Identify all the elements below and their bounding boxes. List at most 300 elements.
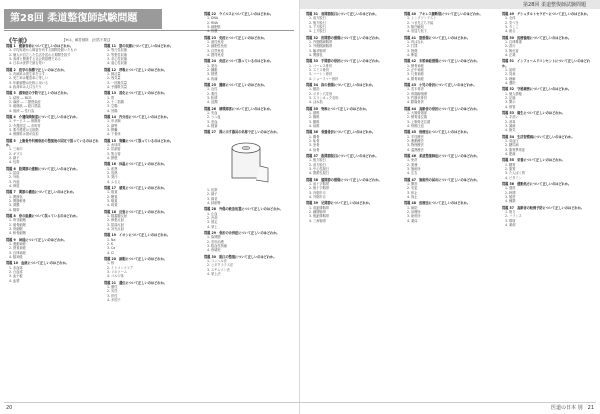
answer-option: 2. バランス [505, 214, 522, 219]
question-text: 問題 47 施術所の届出について正しいのはどれか。 [404, 177, 480, 182]
answer-option: 2. ギプス [9, 151, 23, 156]
answer-option: 3. 滑膜 [9, 203, 20, 208]
answer-option: 4. ふるえ [107, 179, 121, 184]
question-item [204, 59, 296, 80]
answer-option: 1. 後方脱臼 [309, 158, 326, 163]
answer-option: 2. 副腎 [107, 123, 118, 128]
answer-option: 4. 換気 [505, 128, 516, 133]
answer-option: 4. 広告 [407, 171, 418, 176]
answer-option: 3. 竹節状骨折 [407, 95, 427, 100]
answer-option: 4. 廃止 [407, 194, 418, 199]
question-text: 問題 16 体温について正しいのはどれか。 [104, 162, 167, 167]
answer-option: 2. ボタン穴変形 [309, 91, 333, 96]
question-item [404, 12, 496, 33]
answer-option: 3. スワンネック変形 [309, 95, 339, 100]
answer-option: 1. 手洗い [505, 115, 519, 120]
answer-option: 3. 年齢調整は比較に用いる [9, 80, 49, 85]
answer-option: 1. 高血圧 [505, 138, 519, 143]
question-item [306, 130, 398, 151]
question-text: 問題 39 足関節について正しいのはどれか。 [306, 201, 373, 206]
answer-option: 2. 残気量 [107, 76, 121, 81]
question-text: 問題 2 疫学の指標で正しいのはどれか。 [6, 67, 67, 72]
answer-option: 3. 助産所 [407, 214, 421, 219]
answer-option: 3. 破傷風 ― 経口感染 [9, 104, 41, 109]
answer-option: 1. 有病率は発生率を示す [9, 71, 45, 76]
question-item [104, 115, 197, 136]
question-item [502, 87, 594, 108]
answer-option: 4. 骨壊死 [207, 248, 221, 253]
answer-option: 2. 前方脱臼 [309, 162, 326, 167]
question-item [404, 201, 496, 222]
answer-option: 3. 一回換気量 [107, 80, 127, 85]
answer-option: 1. 内側側副靱帯 [309, 39, 333, 44]
answer-option: 2. 等張性収縮 [107, 52, 127, 57]
question-text: 問題 50 医療倫理について正しいのはどれか。 [502, 35, 572, 40]
answer-option: 2. 死亡率は罹患率に等しい [9, 76, 49, 81]
question-item [104, 68, 197, 89]
answer-option: 4. 上方脱臼 [309, 29, 326, 34]
answer-option: 2. 外転 [9, 175, 20, 180]
question-item [104, 44, 197, 65]
question-text: 問題 49 ゲシュタルトセラピーについて正しいのはどれか。 [502, 12, 591, 16]
question-item [502, 182, 594, 203]
answer-option: 1. 等尺性収縮 [107, 48, 127, 53]
answer-option: 1. DNA [207, 16, 219, 21]
question-text: 問題 13 消化について正しいのはどれか。 [104, 91, 167, 96]
question-item [104, 186, 197, 207]
bandage-roll-figure [226, 138, 270, 184]
question-text: 問題 56 運動処方について正しいのはどれか。 [502, 182, 572, 186]
question-text: 問題 8 骨の組織について誤っているのはどれか。 [6, 214, 80, 218]
answer-option: 2. 放熱 [107, 170, 118, 175]
answer-option: 2. 善行 [505, 44, 516, 49]
answer-option: 1. 屈曲 [9, 170, 20, 175]
question-item [6, 91, 99, 112]
answer-option: 2. 脂質 [505, 166, 516, 171]
question-item [204, 12, 296, 33]
answer-option: 4. 血漿 [9, 278, 20, 283]
answer-option: 2. 診療所 [407, 209, 421, 214]
answer-option: 1. コーレス骨折 [309, 63, 333, 68]
answer-option: 3. 阻血性拘縮 [207, 243, 227, 248]
answer-option: 4. 回腸 [107, 108, 118, 113]
answer-option: 1. 核 [107, 261, 115, 266]
page-spine [299, 0, 300, 414]
question-text: 問題 14 内分泌について正しいのはどれか。 [104, 115, 171, 120]
answer-option: 4. 靱帯 [9, 207, 20, 212]
answer-option: 4. 予備吸気量 [107, 84, 127, 89]
answer-option: 3. 自律神経 [9, 250, 26, 255]
answer-option: 2. 胸椎 [309, 115, 320, 120]
question-item [404, 178, 496, 199]
answer-option: 4. 閉鎖孔脱臼 [309, 171, 329, 176]
question-text: 問題 44 高齢者の骨折について正しいのはどれか。 [404, 106, 480, 111]
question-text: 問題 10 血液について正しいのはどれか。 [6, 261, 69, 266]
answer-option: 1. 頸椎 [309, 110, 320, 115]
question-text: 問題 6 股関節の運動について正しいのはどれか。 [6, 166, 80, 171]
answer-option: 1. 胃 [107, 95, 115, 100]
answer-option: 3. 理解 [505, 76, 516, 81]
question-text: 問題 1 健康寿命について正しいのはどれか。 [6, 44, 74, 48]
answer-option: 4. ばね指 [309, 100, 323, 105]
answer-option: 3. 施術所 [407, 166, 421, 171]
answer-option: 1. 病院 [407, 205, 418, 210]
answer-option: 2. 劣性 [107, 289, 118, 294]
question-item [204, 83, 296, 104]
question-text: 問題 43 小児の骨折について正しいのはどれか。 [404, 83, 477, 88]
footer-rule [4, 402, 596, 403]
question-text: 問題 23 免疫について正しいのはどれか。 [204, 35, 267, 40]
answer-option: 3. 坐骨 [309, 143, 320, 148]
question-item [502, 59, 594, 85]
answer-option: 3. 転移 [207, 95, 218, 100]
answer-option: 1. トンプソンテスト [407, 16, 437, 21]
answer-option: 4. 核膜 [207, 29, 218, 34]
answer-option: 4. 浸潤 [207, 100, 218, 105]
question-item [104, 281, 197, 302]
answer-option: 2. 記録 [505, 95, 516, 100]
answer-option: 3. 膵臓 [107, 127, 118, 132]
question-text: 問題 45 後療法について正しいのはどれか。 [404, 130, 471, 135]
answer-option: 4. 遠心性収縮 [107, 61, 127, 66]
answer-option: 2. 尿細管 [107, 147, 121, 152]
answer-option: 2. 変更 [407, 186, 418, 191]
question-text: 問題 17 感覚について正しいのはどれか。 [104, 186, 167, 191]
question-column-5 [404, 12, 496, 225]
answer-option: 3. 集合管 [107, 151, 121, 156]
answer-option: 3. 挫傷 [407, 48, 418, 53]
answer-option: 2. 介護認定 ― 市町村 [9, 123, 41, 128]
answer-option: 1. 大腿骨頸部 [407, 110, 427, 115]
answer-option: 4. 致命率は人口当たり [9, 84, 42, 89]
answer-option: 3. 血小板 [9, 274, 23, 279]
question-text: 問題 41 筋損傷について正しいのはどれか。 [404, 35, 471, 40]
question-item [6, 139, 99, 165]
answer-option: 2. 気づき [505, 20, 519, 25]
answer-option: 4. 断裂 [407, 52, 418, 57]
answer-option: 1. 骨芽細胞 [9, 218, 26, 223]
question-text: 問題 20 細胞について正しいのはどれか。 [104, 257, 167, 262]
question-text: 問題 3 感染症の予防で正しいのはどれか。 [6, 91, 70, 96]
answer-option: 2. 副子 [207, 192, 218, 197]
answer-option: 3. 腰椎 [309, 119, 320, 124]
answer-option: 1. 産熱 [107, 166, 118, 171]
answer-option: 4. 膀胱 [107, 155, 118, 160]
answer-option: 4. 温熱療法 [407, 147, 424, 152]
question-text: 問題 38 膝関節の損傷について正しいのはどれか。 [306, 177, 382, 182]
answer-option: 3. 開示 [505, 100, 516, 105]
answer-option: 4. 関節包 [309, 52, 323, 57]
answer-option: 1. 肺活量 [107, 71, 121, 76]
answer-option: 4. 多因子 [107, 297, 121, 302]
answer-option: 3. 副子 [9, 155, 20, 160]
answer-option: 2. 業務 [407, 162, 418, 167]
answer-option: 4. 獲得免疫 [207, 52, 224, 57]
answer-option: 3. 細胞壁 [207, 24, 221, 29]
answer-option: 4. 薬局 [407, 218, 418, 223]
section-note: 【※は、解答削除 (回答不要)】 [62, 38, 112, 42]
answer-option: 1. 運動神経 [9, 241, 26, 246]
answer-option: 2. 後十字靱帯 [309, 186, 329, 191]
answer-option: 3. 虚血 [207, 119, 218, 124]
answer-option: 2. RNA [207, 20, 218, 25]
answer-option: 2. 白血球 [9, 269, 23, 274]
answer-option: 1. 液性免疫 [207, 39, 224, 44]
answer-option: 1. 前十字靱帯 [309, 182, 329, 186]
question-column-2 [104, 44, 197, 304]
answer-option: 1. 全体 [505, 16, 516, 21]
question-text: 問題 37 股関節脱臼について正しいのはどれか。 [306, 154, 379, 159]
answer-option: 1. 免許 [407, 158, 418, 163]
answer-option: 2. 後方脱臼 [309, 20, 326, 25]
answer-option: 2. 個人が自立した生活を送れる期間を指す [9, 52, 71, 57]
question-item [104, 91, 197, 112]
answer-option: 4. 対光反射 [107, 226, 124, 231]
answer-option: 2. 破骨細胞 [9, 222, 26, 227]
answer-option: 1. 視覚 [107, 190, 118, 195]
answer-option: 4. 保険料は国が負担 [9, 132, 39, 137]
answer-option: 3. 寿命と関連する社会的指標である [9, 56, 61, 61]
answer-option: 3. 発汗 [107, 175, 118, 180]
answer-option: 1. 手技療法 [407, 134, 424, 139]
answer-option: 3. 求心性収縮 [107, 56, 127, 61]
question-text: 問題 21 遺伝について正しいのはどれか。 [104, 280, 167, 285]
question-item [6, 44, 99, 65]
answer-option: 1. 三角巾 [9, 147, 23, 152]
question-item [204, 231, 296, 252]
answer-option: 2. 麻疹 ― 二類感染症 [9, 99, 41, 104]
question-item [404, 154, 496, 175]
question-item [404, 59, 496, 80]
question-item [6, 238, 99, 259]
answer-option: 2. ミトコンドリア [107, 265, 134, 270]
answer-option: 4. ゴルジ体 [107, 274, 124, 279]
answer-option: 1. 平均寿命から障害を有する期間を除いたもの [9, 48, 77, 53]
answer-option: 4. 肥満 [505, 151, 516, 156]
answer-option: 2. 腫脹 [207, 67, 218, 72]
question-text: 問題 30 脱臼の整復について正しいのはどれか。 [204, 254, 277, 259]
answer-option: 2. スミス骨折 [309, 67, 329, 72]
answer-option: 1. サービス ― 保険者 [9, 119, 41, 124]
answer-option: 4. 三角靱帯 [309, 218, 326, 223]
answer-option: 1. 関節包 [9, 194, 23, 199]
answer-option: 3. たんぱく質 [505, 171, 525, 176]
answer-option: 4. 味覚 [107, 203, 118, 208]
question-text: 問題 7 関節の構造について正しいのはどれか。 [6, 190, 77, 195]
answer-option: 1. 橈骨神経 [407, 63, 424, 68]
question-item [306, 201, 398, 222]
running-header-band [300, 0, 600, 9]
answer-option: 1. 開設 [407, 182, 418, 186]
question-item [204, 36, 296, 57]
question-text: 問題 19 イオンについて正しいのはどれか。 [104, 233, 170, 238]
answer-option: 1. 個人情報 [505, 91, 522, 96]
answer-option: 2. 消毒 [505, 119, 516, 124]
answer-option: 3. 嗅覚 [107, 198, 118, 203]
answer-option: 1. コッヘル法 [207, 258, 227, 263]
question-item [306, 36, 398, 57]
page-title: 第28回 柔道整復師試験問題 [4, 9, 162, 29]
question-text: 問題 40 アキレス腱断裂について正しいのはどれか。 [404, 12, 483, 16]
answer-option: 3. 上腕骨近位端 [407, 119, 431, 124]
question-text: 問題 28 外傷の救急処置について正しいのはどれか。 [204, 207, 283, 212]
answer-option: 4. 梗塞 [207, 123, 218, 128]
answer-option: 3. 伴性 [107, 293, 118, 298]
answer-option: 1. 強度 [505, 186, 516, 191]
answer-option: 2. ヒポクラテス法 [207, 263, 234, 268]
answer-option: 4. 統合 [505, 29, 516, 34]
answer-option: 1. 糖質 [505, 162, 516, 167]
question-text: 問題 5 上腕骨外科頸骨折の整復後の固定で誤っているのはどれか。 [6, 138, 99, 147]
answer-option: 1. 赤血球 [9, 265, 23, 270]
answer-option: 3. 尺骨神経 [407, 72, 424, 77]
answer-option: 4. 正義 [505, 52, 516, 57]
answer-option: 1. 充血 [207, 110, 218, 115]
question-text: 問題 31 肩関節脱臼について正しいのはどれか。 [306, 12, 379, 16]
answer-option: 2. 運動療法 [407, 138, 424, 143]
answer-option: 3. バートン骨折 [309, 72, 333, 77]
answer-option: 2. 悪性 [207, 91, 218, 96]
answer-option: 1. 説明 [505, 67, 516, 72]
question-text: 問題 53 衛生について正しいのはどれか。 [502, 110, 565, 115]
question-text: 問題 48 医療法について正しいのはどれか。 [404, 201, 471, 206]
answer-option: 2. 伸張反射 [107, 218, 124, 223]
answer-option: 4. 疼痛 [207, 76, 218, 81]
answer-option: 2. 糖尿病 [505, 143, 519, 148]
question-item [6, 167, 99, 188]
left-page-number: 20 [6, 405, 13, 411]
question-item [104, 257, 197, 278]
question-item [306, 59, 398, 80]
answer-option: 2. うっ血 [207, 115, 221, 120]
answer-option: 4. 薬剤 [505, 222, 516, 227]
answer-option: 1. 包帯 [207, 187, 218, 192]
answer-option: 2. K [107, 241, 114, 246]
answer-option: 3. 無危害 [505, 48, 519, 53]
answer-option: 2. つま先立ち不能 [407, 20, 434, 25]
answer-option: 4. 包帯 [9, 160, 20, 165]
answer-option: 3. 屈曲反射 [107, 222, 124, 227]
answer-option: 2. 十二指腸 [107, 99, 124, 104]
answer-option: 2. 関節軟骨 [9, 198, 26, 203]
question-item [502, 158, 594, 179]
question-text: 問題 9 神経について正しいのはどれか。 [6, 237, 67, 242]
question-item [502, 206, 594, 227]
answer-option: 4. 仙骨 [309, 147, 320, 152]
question-text: 問題 24 炎症について誤っているのはどれか。 [204, 59, 274, 64]
answer-option: 3. スチムソン法 [207, 267, 230, 272]
question-text: 問題 27 図に示す器具の名称で正しいのはどれか。 [204, 130, 280, 135]
question-item [306, 178, 398, 199]
answer-option: 3. 内側半月 [309, 190, 326, 195]
answer-option: 1. 前距腓靱帯 [309, 205, 329, 210]
answer-option: 1. 優性 [107, 285, 118, 290]
answer-option: 2. 橈骨遠位端 [407, 115, 427, 120]
answer-option: 1. 筋力 [505, 209, 516, 214]
answer-option: 3. 輪状靱帯 [309, 48, 326, 53]
answer-option: 1. 糸球体 [107, 142, 121, 147]
question-text: 問題 22 ウイルスについて正しいのはどれか。 [204, 12, 274, 16]
answer-option: 3. 下方脱臼 [309, 24, 326, 29]
question-item [502, 135, 594, 156]
answer-option: 3. 固定 [207, 220, 218, 225]
answer-option: 3. 後距腓靱帯 [309, 214, 329, 219]
question-item [404, 130, 496, 151]
right-page-number: 医道の日本 別 21 [551, 405, 594, 411]
answer-option: 1. 腸骨 [309, 134, 320, 139]
answer-option: 3. 物理療法 [407, 143, 424, 148]
question-text: 問題 32 肘関節の損傷について正しいのはどれか。 [306, 35, 382, 40]
question-column-3 [204, 12, 296, 278]
question-item [204, 255, 296, 276]
answer-option: 4. 絆創膏 [207, 200, 221, 205]
answer-option: 2. 同意 [505, 72, 516, 77]
question-item [6, 190, 99, 211]
answer-option: 4. 膨隆骨折 [407, 100, 424, 105]
answer-option: 2. 打撲 [407, 44, 418, 49]
question-item [104, 162, 197, 183]
answer-option: 3. 内旋 [9, 179, 20, 184]
question-column-4 [306, 12, 398, 225]
question-text: 問題 29 骨折の合併症について正しいのはどれか。 [204, 231, 280, 235]
question-item [6, 115, 99, 136]
answer-option: 1. 肉ばなれ [407, 39, 424, 44]
question-text: 問題 42 末梢神経損傷について正しいのはどれか。 [404, 59, 480, 64]
answer-option: 1. 槌指 [309, 87, 320, 92]
answer-option: 2. 聴覚 [107, 194, 118, 199]
answer-option: 2. 細胞性免疫 [207, 44, 227, 49]
answer-option: 3. リボソーム [107, 269, 127, 274]
question-item [306, 83, 398, 104]
answer-option: 3. 要介護度は五段階 [9, 127, 39, 132]
question-item [6, 261, 99, 282]
question-text: 問題 46 柔道整復師法について正しいのはどれか。 [404, 154, 480, 159]
answer-option: 2. 外側側副靱帯 [309, 44, 333, 49]
answer-option: 4. 風疹 ― 性行為 [9, 108, 35, 113]
question-item [306, 154, 398, 175]
answer-option: 3. 滅菌 [505, 123, 516, 128]
answer-option: 3. 今ここ [505, 24, 519, 29]
question-item [204, 207, 296, 228]
question-item [6, 214, 99, 235]
answer-option: 4. Cl [107, 250, 115, 255]
section-label: 《午前》 [6, 38, 31, 45]
answer-option: 4. 選択 [505, 80, 516, 85]
question-text: 問題 55 栄養について正しいのはどれか。 [502, 158, 565, 163]
question-item [104, 233, 197, 254]
answer-option: 2. 感覚神経 [9, 246, 26, 251]
question-text: 問題 11 筋の収縮について正しいのはどれか。 [104, 44, 174, 48]
question-item [204, 130, 296, 205]
question-text: 問題 51 インフォームドコンセントについて正しいのはどれか。 [502, 59, 591, 68]
answer-option: 3. 熱感 [207, 72, 218, 77]
running-header-title: 第28回 柔道整復師試験問題 [523, 2, 586, 8]
answer-option: 4. 挙上法 [207, 271, 221, 276]
answer-option: 3. 中心性脱臼 [309, 166, 329, 171]
answer-option: 2. 踵腓靱帯 [309, 209, 326, 214]
answer-option: 1. Na [107, 237, 116, 242]
question-item [404, 107, 496, 128]
question-text: 問題 34 指の損傷について正しいのはどれか。 [306, 83, 376, 88]
answer-option: 1. 前方脱臼 [309, 16, 326, 21]
answer-option: 4. 脳神経 [9, 254, 23, 259]
question-item [104, 210, 197, 231]
question-text: 問題 33 手関節の骨折について正しいのはどれか。 [306, 59, 382, 64]
answer-option: 4. 底屈力低下 [407, 29, 427, 34]
answer-option: 2. 正中神経 [407, 67, 424, 72]
answer-option: 3. 骨細胞 [9, 226, 23, 231]
answer-option: 1. 甲状腺 [107, 119, 121, 124]
